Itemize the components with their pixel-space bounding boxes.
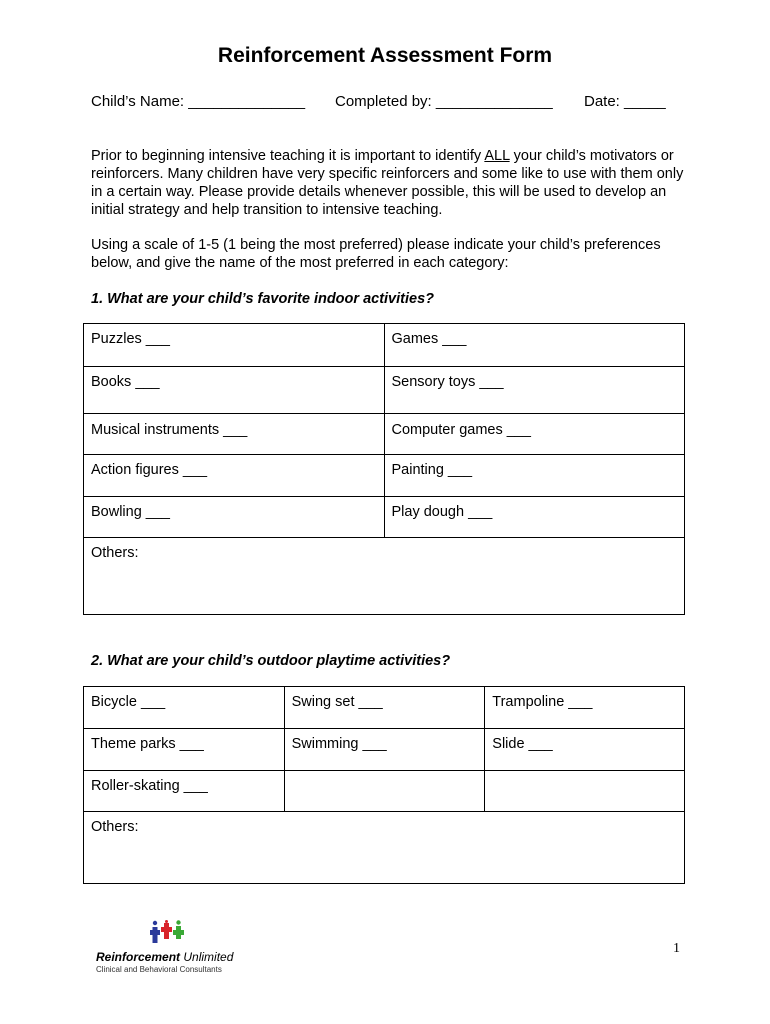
table-cell[interactable]: Puzzles ___ xyxy=(84,324,385,367)
page-title: Reinforcement Assessment Form xyxy=(217,44,553,67)
table-cell[interactable]: Roller-skating ___ xyxy=(84,771,285,812)
table-cell[interactable]: Slide ___ xyxy=(485,729,685,771)
blue-plus-icon xyxy=(150,927,160,943)
table-cell[interactable]: Painting ___ xyxy=(384,455,685,497)
completed-by-field[interactable]: Completed by: ______________ xyxy=(335,93,553,110)
page-number: 1 xyxy=(673,941,680,956)
logo-wordmark xyxy=(96,950,233,964)
logo-plus-icon xyxy=(146,920,194,950)
table-row xyxy=(84,497,685,538)
table-row xyxy=(84,367,685,414)
others-field[interactable]: Others: xyxy=(84,812,685,884)
table-cell[interactable]: Musical instruments ___ xyxy=(84,414,385,455)
table-row xyxy=(84,455,685,497)
table-cell[interactable]: Bowling ___ xyxy=(84,497,385,538)
table-row xyxy=(84,812,685,884)
intro-paragraph xyxy=(91,147,691,219)
question-2-heading: 2. What are your child’s outdoor playtime activities? xyxy=(91,653,451,669)
table-cell[interactable] xyxy=(485,771,685,812)
table-cell[interactable]: Theme parks ___ xyxy=(84,729,285,771)
logo-name-bold: Reinforcement xyxy=(96,950,181,964)
table-cell[interactable]: Play dough ___ xyxy=(384,497,685,538)
indoor-activities-table xyxy=(83,323,685,615)
table-cell[interactable]: Trampoline ___ xyxy=(485,687,685,729)
table-row xyxy=(84,324,685,367)
intro-text-2: your child’s motivators or reinforcers. Many children have very specific reinforcers and some like to use with them only in a certain way. Please provide details whenever possible, this will be used to develop an initial strategy and help transition to intensive teaching. xyxy=(91,148,684,218)
childs-name-field[interactable]: Child’s Name: ______________ xyxy=(91,93,306,110)
scale-instructions: Using a scale of 1-5 (1 being the most preferred) please indicate your child’s preferences below, and give the name of the most preferred in each category: xyxy=(91,237,661,271)
outdoor-activities-table xyxy=(83,686,685,884)
others-field[interactable]: Others: xyxy=(84,538,685,615)
table-cell[interactable]: Bicycle ___ xyxy=(84,687,285,729)
table-cell[interactable]: Computer games ___ xyxy=(384,414,685,455)
table-cell[interactable]: Swing set ___ xyxy=(284,687,485,729)
table-cell[interactable]: Games ___ xyxy=(384,324,685,367)
logo-tagline: Clinical and Behavioral Consultants xyxy=(96,965,222,974)
logo-name-light: Unlimited xyxy=(180,950,234,964)
question-1-heading: 1. What are your child’s favorite indoor activities? xyxy=(91,291,434,307)
table-cell[interactable]: Sensory toys ___ xyxy=(384,367,685,414)
green-plus-icon xyxy=(173,926,184,939)
table-row xyxy=(84,414,685,455)
red-plus-icon xyxy=(161,923,172,939)
table-row xyxy=(84,687,685,729)
table-cell[interactable]: Swimming ___ xyxy=(284,729,485,771)
table-cell[interactable]: Books ___ xyxy=(84,367,385,414)
table-row xyxy=(84,771,685,812)
table-cell[interactable] xyxy=(284,771,485,812)
intro-all-emphasis: ALL xyxy=(484,148,510,164)
table-row xyxy=(84,538,685,615)
table-cell[interactable]: Action figures ___ xyxy=(84,455,385,497)
date-field[interactable]: Date: _____ xyxy=(584,93,666,110)
table-row xyxy=(84,729,685,771)
intro-text-1: Prior to beginning intensive teaching it is important to identify xyxy=(91,148,485,164)
